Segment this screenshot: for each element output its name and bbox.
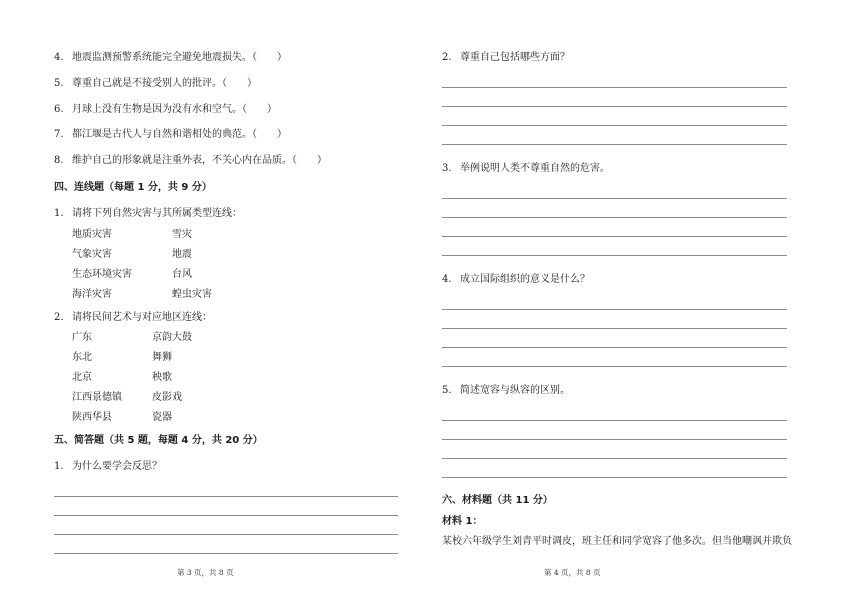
answer-line bbox=[54, 534, 398, 535]
page-footer: 第 4 页，共 8 页 bbox=[544, 568, 601, 577]
answer-line bbox=[442, 255, 787, 256]
answer-line bbox=[54, 515, 398, 516]
section5-title: 五、简答题（共 5 题，每题 4 分，共 20 分） bbox=[54, 435, 263, 446]
tf-item-number: 4. bbox=[54, 52, 64, 63]
match2-prompt: 请将民间艺术与对应地区连线： bbox=[72, 312, 212, 323]
answer-line bbox=[54, 553, 398, 554]
tf-item-text: 维护自己的形象就是注重外表，不关心内在品质。（ ） bbox=[72, 155, 327, 166]
match1-right-item: 台风 bbox=[172, 269, 192, 280]
answer-line bbox=[442, 328, 787, 329]
tf-item-number: 8. bbox=[54, 155, 64, 166]
match1-right-item: 雪灾 bbox=[172, 229, 192, 240]
answer-line bbox=[442, 125, 787, 126]
match1-left-item: 生态环境灾害 bbox=[72, 269, 132, 280]
match2-left-item: 江西景德镇 bbox=[72, 392, 122, 403]
question-number: 5. bbox=[442, 385, 452, 396]
match1-left-item: 地质灾害 bbox=[72, 229, 112, 240]
answer-line bbox=[442, 106, 787, 107]
material-label: 材料 1： bbox=[442, 516, 483, 527]
match2-right-item: 瓷器 bbox=[152, 412, 172, 423]
answer-line bbox=[54, 496, 398, 497]
right-page bbox=[430, 0, 860, 607]
answer-line bbox=[442, 309, 787, 310]
question-number: 2. bbox=[442, 52, 452, 63]
question-text: 简述宽容与纵容的区别。 bbox=[460, 385, 570, 396]
match2-number: 2. bbox=[54, 312, 64, 323]
match1-prompt: 请将下列自然灾害与其所属类型连线： bbox=[72, 208, 242, 219]
match2-right-item: 舞狮 bbox=[152, 352, 172, 363]
match1-left-item: 海洋灾害 bbox=[72, 289, 112, 300]
match1-left-item: 气象灾害 bbox=[72, 249, 112, 260]
match2-right-item: 秧歌 bbox=[152, 372, 172, 383]
tf-item-number: 7. bbox=[54, 129, 64, 140]
answer-line bbox=[442, 198, 787, 199]
answer-line bbox=[442, 458, 787, 459]
tf-item-text: 地震监测预警系统能完全避免地震损失。（ ） bbox=[72, 52, 287, 63]
section6-title: 六、材料题（共 11 分） bbox=[442, 495, 553, 506]
question-number: 4. bbox=[442, 274, 452, 285]
material-text: 某校六年级学生刘青平时调皮，班主任和同学宽容了他多次。但当他嘲讽并欺负 bbox=[442, 536, 792, 547]
match2-left-item: 广东 bbox=[72, 332, 92, 343]
tf-item-text: 月球上没有生物是因为没有水和空气。（ ） bbox=[72, 104, 277, 115]
q1-number: 1. bbox=[54, 461, 64, 472]
page-footer: 第 3 页，共 8 页 bbox=[177, 568, 234, 577]
question-text: 举例说明人类不尊重自然的危害。 bbox=[460, 163, 610, 174]
tf-item-number: 5. bbox=[54, 78, 64, 89]
answer-line bbox=[442, 366, 787, 367]
match1-number: 1. bbox=[54, 208, 64, 219]
answer-line bbox=[442, 144, 787, 145]
question-number: 3. bbox=[442, 163, 452, 174]
match1-right-item: 地震 bbox=[172, 249, 192, 260]
match2-left-item: 北京 bbox=[72, 372, 92, 383]
match1-right-item: 蝗虫灾害 bbox=[172, 289, 212, 300]
answer-line bbox=[442, 439, 787, 440]
answer-line bbox=[442, 87, 787, 88]
question-text: 成立国际组织的意义是什么？ bbox=[460, 274, 590, 285]
question-text: 尊重自己包括哪些方面？ bbox=[460, 52, 570, 63]
answer-line bbox=[442, 217, 787, 218]
answer-line bbox=[442, 236, 787, 237]
tf-item-text: 都江堰是古代人与自然和谐相处的典范。（ ） bbox=[72, 129, 287, 140]
answer-line bbox=[442, 347, 787, 348]
match2-right-item: 皮影戏 bbox=[152, 392, 182, 403]
section4-title: 四、连线题（每题 1 分，共 9 分） bbox=[54, 182, 212, 193]
match2-left-item: 陕西华县 bbox=[72, 412, 112, 423]
answer-line bbox=[442, 420, 787, 421]
match2-left-item: 东北 bbox=[72, 352, 92, 363]
tf-item-number: 6. bbox=[54, 104, 64, 115]
tf-item-text: 尊重自己就是不接受别人的批评。（ ） bbox=[72, 78, 257, 89]
answer-line bbox=[442, 477, 787, 478]
match2-right-item: 京韵大鼓 bbox=[152, 332, 192, 343]
q1-text: 为什么要学会反思？ bbox=[72, 461, 162, 472]
